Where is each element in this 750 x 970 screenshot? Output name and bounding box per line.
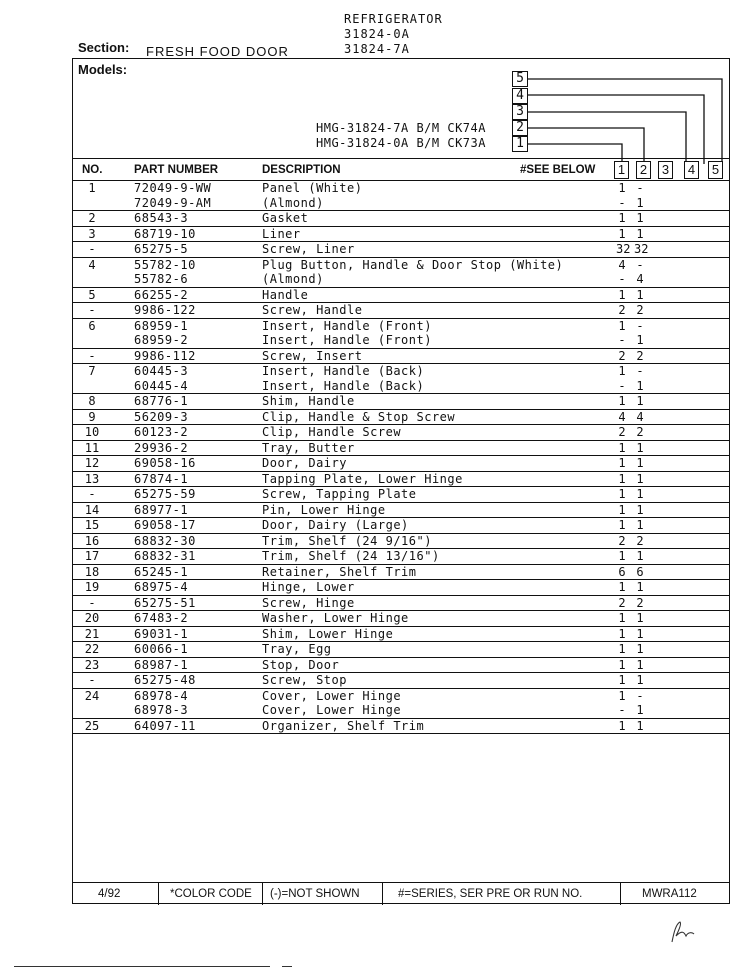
- qty-column-number: 5: [708, 161, 723, 179]
- part-description: Clip, Handle Screw: [262, 425, 402, 439]
- table-row: [72, 719, 730, 735]
- table-row: [72, 472, 730, 488]
- qty-model-2: 2: [636, 533, 644, 548]
- part-number: 65275-59: [134, 487, 196, 501]
- qty-model-2: 2: [636, 595, 644, 610]
- table-row: [72, 425, 730, 441]
- document-title-block: [344, 12, 443, 57]
- row-number: -: [88, 303, 96, 317]
- qty-model-2: 2: [636, 303, 644, 317]
- table-row: [72, 211, 730, 227]
- part-description: Screw, Liner: [262, 242, 355, 256]
- row-number: 23: [84, 657, 100, 672]
- qty-model-2: 1: [636, 657, 644, 672]
- part-description: Shim, Lower Hinge: [262, 626, 394, 641]
- qty-model-1: 1: [618, 287, 626, 302]
- qty-model-2: -: [636, 364, 644, 378]
- table-row: [72, 364, 730, 379]
- part-description: Screw, Tapping Plate: [262, 487, 417, 501]
- model-code: CK74A: [447, 121, 486, 135]
- qty-model-2: 1: [636, 549, 644, 563]
- qty-model-1: 2: [618, 595, 626, 610]
- part-number: 65275-51: [134, 595, 196, 610]
- model-connector-lines: [500, 60, 730, 164]
- model-tag-box: 2: [512, 120, 528, 136]
- table-row: [72, 379, 730, 395]
- table-row: [72, 627, 730, 643]
- qty-model-1: 1: [618, 688, 626, 703]
- footer-divider: [262, 883, 263, 905]
- row-number: 13: [84, 471, 100, 486]
- footer-divider: [158, 883, 159, 905]
- part-description: Plug Button, Handle & Door Stop (White): [262, 257, 564, 272]
- part-description: Tapping Plate, Lower Hinge: [262, 471, 463, 486]
- part-description: Stop, Door: [262, 657, 340, 672]
- part-description: Insert, Handle (Front): [262, 318, 432, 333]
- table-row: [72, 580, 730, 596]
- qty-model-2: 1: [636, 378, 644, 393]
- column-header-no: NO.: [82, 164, 103, 176]
- qty-column-number: 2: [636, 161, 651, 179]
- row-number: 21: [84, 626, 100, 641]
- part-number: 65275-48: [134, 673, 196, 687]
- model-line: [316, 136, 486, 150]
- qty-model-2: 1: [636, 456, 644, 470]
- table-row: [72, 611, 730, 627]
- handwritten-initials-mark: [668, 918, 698, 946]
- part-number: 60445-3: [134, 364, 189, 378]
- row-number: 7: [88, 364, 96, 378]
- part-description: Insert, Handle (Back): [262, 364, 425, 378]
- qty-model-2: 1: [636, 580, 644, 594]
- qty-model-1: 4: [618, 409, 626, 424]
- part-description: (Almond): [262, 195, 324, 210]
- qty-model-1: 1: [618, 657, 626, 672]
- table-row: [72, 673, 730, 689]
- part-description: Handle: [262, 287, 309, 302]
- footer-series-note: #=SERIES, SER PRE OR RUN NO.: [398, 888, 583, 900]
- table-row: [72, 441, 730, 457]
- part-description: (Almond): [262, 272, 324, 286]
- part-description: Door, Dairy: [262, 456, 347, 470]
- part-description: Cover, Lower Hinge: [262, 688, 402, 703]
- table-row: [72, 642, 730, 658]
- part-number: 68719-10: [134, 226, 196, 241]
- row-number: 1: [88, 181, 96, 195]
- row-number: 6: [88, 318, 96, 333]
- row-number: 5: [88, 287, 96, 302]
- row-number: -: [88, 673, 96, 687]
- part-number: 68832-30: [134, 533, 196, 548]
- part-description: Cover, Lower Hinge: [262, 703, 402, 717]
- title-line: REFRIGERATOR: [344, 12, 443, 26]
- page-footer: [72, 882, 730, 905]
- qty-model-1: 1: [618, 580, 626, 594]
- section-label: Section:: [78, 40, 130, 55]
- qty-model-2: 1: [636, 642, 644, 656]
- table-row: [72, 242, 730, 258]
- part-number: 68987-1: [134, 657, 189, 672]
- part-number: 60123-2: [134, 425, 189, 439]
- qty-model-1: 1: [618, 642, 626, 656]
- qty-model-1: 1: [618, 673, 626, 687]
- table-row: [72, 303, 730, 319]
- row-number: 17: [84, 549, 100, 563]
- qty-model-1: 1: [618, 211, 626, 225]
- qty-model-1: 1: [618, 226, 626, 241]
- table-row: [72, 503, 730, 519]
- table-row: [72, 272, 730, 288]
- part-number: 68977-1: [134, 502, 189, 517]
- qty-model-2: 1: [636, 718, 644, 733]
- qty-model-2: 1: [636, 226, 644, 241]
- part-number: 65275-5: [134, 242, 189, 256]
- parts-table: [72, 181, 730, 734]
- footer-doc-id: MWRA112: [642, 888, 697, 900]
- qty-model-1: 1: [618, 626, 626, 641]
- qty-model-2: 1: [636, 333, 644, 347]
- part-description: Tray, Butter: [262, 440, 355, 455]
- part-number: 67483-2: [134, 611, 189, 625]
- part-number: 66255-2: [134, 287, 189, 302]
- qty-model-2: 4: [636, 409, 644, 424]
- qty-model-1: -: [618, 333, 626, 347]
- part-description: Gasket: [262, 211, 309, 225]
- qty-model-2: -: [636, 318, 644, 333]
- table-row: [72, 703, 730, 719]
- part-description: Pin, Lower Hinge: [262, 502, 386, 517]
- qty-column-number: 3: [658, 161, 673, 179]
- qty-model-1: 1: [618, 549, 626, 563]
- model-tag-box: 3: [512, 104, 528, 120]
- part-description: Retainer, Shelf Trim: [262, 564, 417, 579]
- part-description: Panel (White): [262, 181, 363, 195]
- part-number: 64097-11: [134, 718, 196, 733]
- row-number: 9: [88, 409, 96, 424]
- row-number: 14: [84, 502, 100, 517]
- qty-model-2: -: [636, 181, 644, 195]
- part-number: 56209-3: [134, 409, 189, 424]
- qty-model-1: -: [618, 195, 626, 210]
- qty-model-2: 1: [636, 440, 644, 455]
- table-row: [72, 227, 730, 243]
- part-description: Screw, Insert: [262, 348, 363, 363]
- part-number: 69031-1: [134, 626, 189, 641]
- model-number-line: 31824-7A: [344, 42, 410, 56]
- table-row: [72, 181, 730, 196]
- qty-model-1: 32: [616, 242, 631, 256]
- qty-model-1: 1: [618, 364, 626, 378]
- qty-model-2: 1: [636, 487, 644, 501]
- model-bm: B/M: [416, 121, 440, 135]
- bottom-dash: [282, 966, 292, 967]
- qty-model-1: -: [618, 378, 626, 393]
- row-number: 3: [88, 226, 96, 241]
- part-description: Hinge, Lower: [262, 580, 355, 594]
- part-number: 68776-1: [134, 394, 189, 408]
- part-number: 68543-3: [134, 211, 189, 225]
- part-number: 29936-2: [134, 440, 189, 455]
- model-number: HMG-31824-0A: [316, 136, 409, 150]
- table-row: [72, 349, 730, 365]
- qty-model-2: 1: [636, 394, 644, 408]
- part-description: Screw, Hinge: [262, 595, 355, 610]
- qty-model-2: 1: [636, 611, 644, 625]
- part-description: Organizer, Shelf Trim: [262, 718, 425, 733]
- part-description: Clip, Handle & Stop Screw: [262, 409, 456, 424]
- model-tag-box: 5: [512, 71, 528, 87]
- model-code: CK73A: [447, 136, 486, 150]
- qty-model-1: 1: [618, 518, 626, 532]
- part-number: 68978-3: [134, 703, 189, 717]
- qty-model-1: 1: [618, 611, 626, 625]
- row-number: 22: [84, 642, 100, 656]
- qty-model-1: 1: [618, 181, 626, 195]
- model-tag-box: 1: [512, 136, 528, 152]
- model-line: [316, 121, 486, 135]
- qty-model-1: 1: [618, 456, 626, 470]
- table-row: [72, 456, 730, 472]
- part-description: Door, Dairy (Large): [262, 518, 409, 532]
- table-row: [72, 333, 730, 349]
- part-number: 60066-1: [134, 642, 189, 656]
- qty-model-2: 1: [636, 518, 644, 532]
- part-number: 65245-1: [134, 564, 189, 579]
- part-number: 55782-6: [134, 272, 189, 286]
- qty-column-number: 1: [614, 161, 629, 179]
- part-number: 68978-4: [134, 688, 189, 703]
- model-number-line: 31824-0A: [344, 27, 410, 41]
- table-row: [72, 394, 730, 410]
- part-number: 69058-16: [134, 456, 196, 470]
- table-row: [72, 549, 730, 565]
- part-number: 69058-17: [134, 518, 196, 532]
- part-description: Tray, Egg: [262, 642, 332, 656]
- part-number: 9986-122: [134, 303, 196, 317]
- qty-model-2: 1: [636, 502, 644, 517]
- qty-model-1: 1: [618, 471, 626, 486]
- footer-divider: [382, 883, 383, 905]
- table-row: [72, 658, 730, 674]
- table-row: [72, 534, 730, 550]
- part-number: 67874-1: [134, 471, 189, 486]
- qty-model-2: 1: [636, 703, 644, 717]
- row-number: -: [88, 242, 96, 256]
- part-description: Trim, Shelf (24 9/16"): [262, 533, 432, 548]
- part-description: Shim, Handle: [262, 394, 355, 408]
- part-number: 68959-2: [134, 333, 189, 347]
- qty-model-1: 1: [618, 318, 626, 333]
- qty-model-2: 1: [636, 471, 644, 486]
- model-number: HMG-31824-7A: [316, 121, 409, 135]
- table-row: [72, 196, 730, 212]
- footer-divider: [620, 883, 621, 905]
- column-header-see-below: #SEE BELOW: [520, 164, 596, 176]
- table-row: [72, 565, 730, 581]
- qty-model-2: 1: [636, 626, 644, 641]
- part-description: Insert, Handle (Front): [262, 333, 432, 347]
- qty-model-2: 1: [636, 287, 644, 302]
- qty-model-1: 4: [618, 257, 626, 272]
- row-number: 12: [84, 456, 100, 470]
- qty-model-2: -: [636, 688, 644, 703]
- row-number: 16: [84, 533, 100, 548]
- qty-model-1: 6: [618, 564, 626, 579]
- qty-model-1: 1: [618, 502, 626, 517]
- table-row: [72, 319, 730, 334]
- qty-model-1: 1: [618, 718, 626, 733]
- model-bm: B/M: [416, 136, 440, 150]
- qty-model-2: 1: [636, 195, 644, 210]
- row-number: -: [88, 595, 96, 610]
- row-number: 10: [84, 425, 100, 439]
- part-description: Trim, Shelf (24 13/16"): [262, 549, 440, 563]
- qty-column-number: 4: [684, 161, 699, 179]
- header-top-rule: [72, 158, 730, 159]
- row-number: -: [88, 348, 96, 363]
- part-number: 9986-112: [134, 348, 196, 363]
- table-row: [72, 518, 730, 534]
- qty-model-1: 2: [618, 348, 626, 363]
- bottom-rule: [14, 966, 270, 967]
- qty-model-2: 2: [636, 425, 644, 439]
- table-row: [72, 487, 730, 503]
- qty-model-1: -: [618, 703, 626, 717]
- row-number: 25: [84, 718, 100, 733]
- qty-model-1: 1: [618, 394, 626, 408]
- part-description: Washer, Lower Hinge: [262, 611, 409, 625]
- qty-model-1: 2: [618, 425, 626, 439]
- part-number: 72049-9-AM: [134, 195, 212, 210]
- table-row: [72, 689, 730, 704]
- part-number: 68832-31: [134, 549, 196, 563]
- qty-model-1: 1: [618, 487, 626, 501]
- row-number: 24: [84, 688, 100, 703]
- table-row: [72, 596, 730, 612]
- part-number: 55782-10: [134, 257, 196, 272]
- qty-model-2: 2: [636, 348, 644, 363]
- row-number: -: [88, 487, 96, 501]
- qty-model-1: 2: [618, 533, 626, 548]
- models-label: Models:: [78, 62, 128, 77]
- qty-model-2: 4: [636, 272, 644, 286]
- row-number: 18: [84, 564, 100, 579]
- footer-date: 4/92: [98, 888, 121, 900]
- part-number: 68959-1: [134, 318, 189, 333]
- qty-model-2: -: [636, 257, 644, 272]
- row-number: 8: [88, 394, 96, 408]
- row-number: 2: [88, 211, 96, 225]
- model-tag-box: 4: [512, 88, 528, 104]
- row-number: 15: [84, 518, 100, 532]
- footer-color-code: *COLOR CODE: [170, 888, 252, 900]
- qty-model-2: 1: [636, 673, 644, 687]
- part-number: 68975-4: [134, 580, 189, 594]
- qty-model-2: 1: [636, 211, 644, 225]
- row-number: 4: [88, 257, 96, 272]
- column-header-description: DESCRIPTION: [262, 164, 341, 176]
- table-row: [72, 410, 730, 426]
- footer-not-shown: (-)=NOT SHOWN: [270, 888, 360, 900]
- table-row: [72, 258, 730, 273]
- qty-model-1: -: [618, 272, 626, 286]
- part-description: Screw, Handle: [262, 303, 363, 317]
- row-number: 20: [84, 611, 100, 625]
- qty-model-1: 1: [618, 440, 626, 455]
- section-value: FRESH FOOD DOOR: [146, 44, 289, 59]
- row-number: 19: [84, 580, 100, 594]
- column-header-part-number: PART NUMBER: [134, 164, 219, 176]
- part-description: Insert, Handle (Back): [262, 378, 425, 393]
- row-number: 11: [84, 440, 100, 455]
- qty-model-2: 32: [634, 242, 649, 256]
- part-description: Screw, Stop: [262, 673, 347, 687]
- part-description: Liner: [262, 226, 301, 241]
- qty-model-1: 2: [618, 303, 626, 317]
- part-number: 60445-4: [134, 378, 189, 393]
- table-row: [72, 288, 730, 304]
- part-number: 72049-9-WW: [134, 181, 212, 195]
- qty-model-2: 6: [636, 564, 644, 579]
